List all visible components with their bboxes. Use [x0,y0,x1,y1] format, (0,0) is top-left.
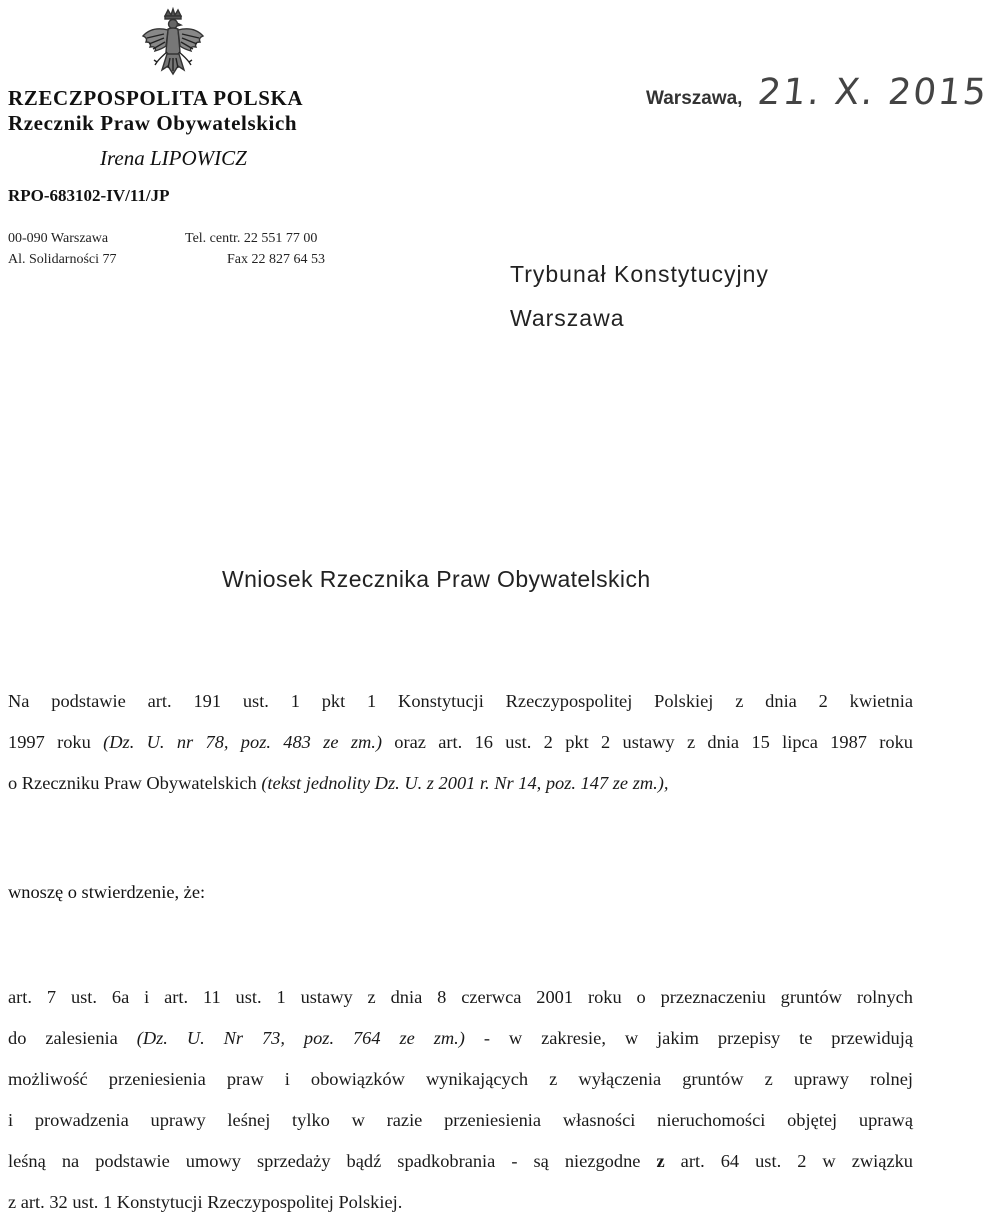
fax-number: Fax 22 827 64 53 [227,252,325,267]
claim-text: leśną na podstawie umowy sprzedaży bądź spadkobrania - są niezgodne [8,1151,657,1171]
legal-basis-line-1: Na podstawie art. 191 ust. 1 pkt 1 Konstytucji Rzeczypospolitej Polskiej z dnia 2 kwietnia [8,691,913,711]
addressee-city: Warszawa [510,305,625,331]
claim-text: - w zakresie, w jakim przepisy te przewidują [464,1028,913,1048]
polish-eagle-emblem-icon [140,8,206,82]
legal-basis-text: 1997 roku [8,732,104,752]
legal-basis-line-3 [8,763,913,804]
citation-italic: (Dz. U. nr 78, poz. 483 ze zm.) [103,732,382,752]
handwritten-date: 21. X. 2015 [755,72,990,113]
claim-line-2 [8,1018,913,1059]
claim-text: art. 64 ust. 2 w związku [664,1151,913,1171]
legal-basis-line-2 [8,722,913,763]
addressee-name: Trybunał Konstytucyjny [510,261,769,287]
reference-number: RPO-683102-IV/11/JP [8,186,170,205]
legal-basis-paragraph [8,681,913,804]
phone-number: Tel. centr. 22 551 77 00 [185,231,318,246]
official-name: Irena LIPOWICZ [100,146,247,170]
org-name: RZECZPOSPOLITA POLSKA [8,86,304,110]
postal-address-street: Al. Solidarności 77 [8,252,117,267]
claim-line-3: możliwość przeniesienia praw i obowiązków wynikających z wyłączenia gruntów z uprawy rolnej [8,1069,913,1089]
claim-line-6: z art. 32 ust. 1 Konstytucji Rzeczypospolitej Polskiej. [8,1192,403,1212]
legal-basis-text: oraz art. 16 ust. 2 pkt 2 ustawy z dnia 15 lipca 1987 roku [381,732,913,752]
claim-text: do zalesienia [8,1028,137,1048]
claim-text-bold: z [656,1151,665,1171]
claim-line-1: art. 7 ust. 6a i art. 11 ust. 1 ustawy z dnia 8 czerwca 2001 roku o przeznaczeniu gruntów rolnych [8,987,913,1007]
document-title: Wniosek Rzecznika Praw Obywatelskich [222,566,651,592]
claim-paragraph [8,977,913,1223]
office-name: Rzecznik Praw Obywatelskich [8,111,298,135]
citation-italic: (tekst jednolity Dz. U. z 2001 r. Nr 14, poz. 147 ze zm.), [261,773,669,793]
legal-basis-text: o Rzeczniku Praw Obywatelskich [8,773,262,793]
claim-line-4: i prowadzenia uprawy leśnej tylko w razie przeniesienia własności nieruchomości objętej uprawą [8,1110,913,1130]
postal-address-city: 00-090 Warszawa [8,231,109,246]
claim-line-5 [8,1141,913,1182]
place-label: Warszawa, [646,88,743,109]
citation-italic: (Dz. U. Nr 73, poz. 764 ze zm.) [136,1028,465,1048]
request-line: wnoszę o stwierdzenie, że: [8,882,206,902]
